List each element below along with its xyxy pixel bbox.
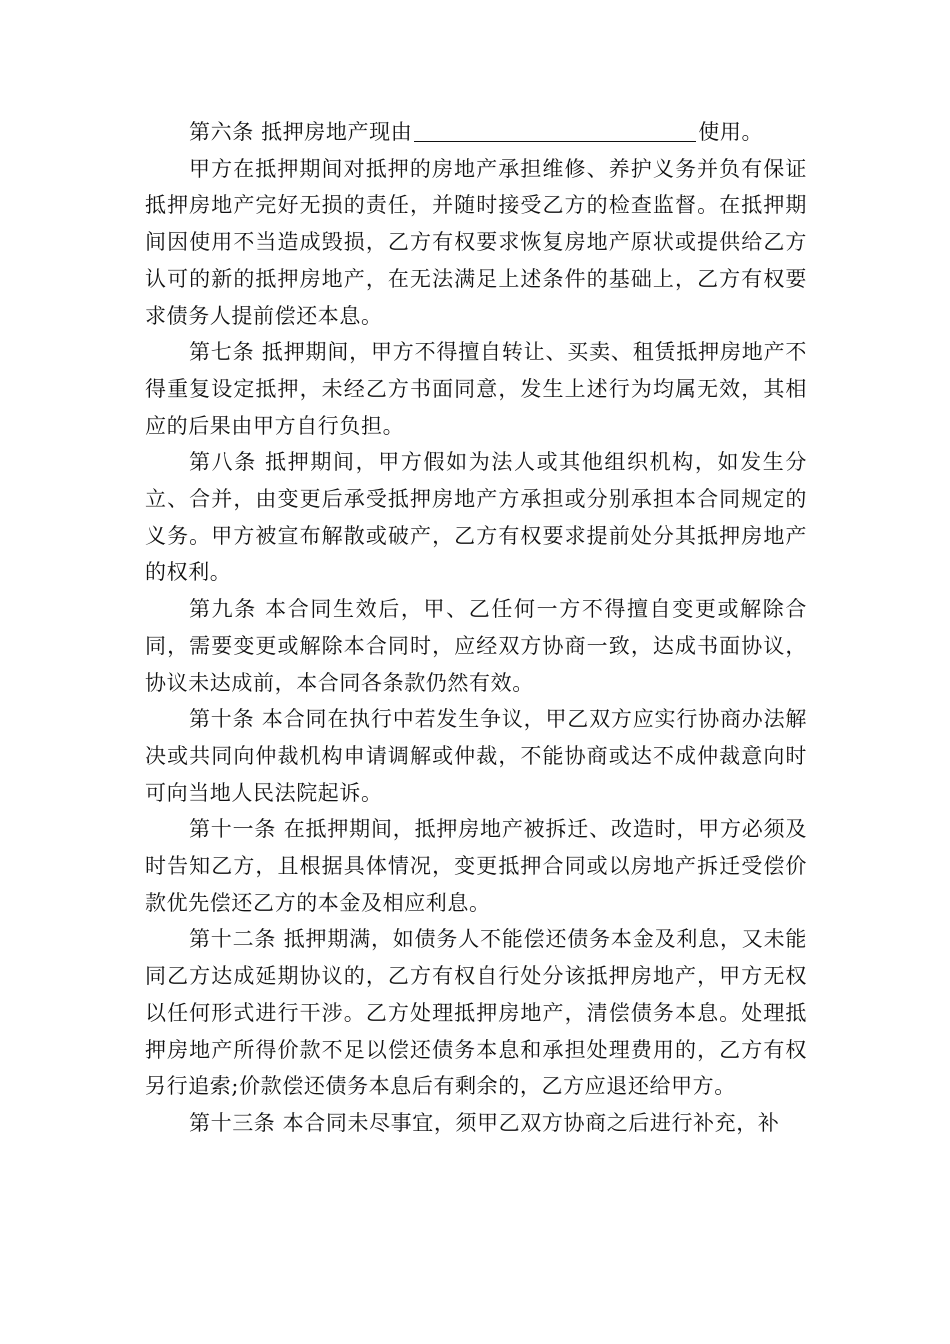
fill-in-blank-line — [414, 117, 696, 142]
article-13-paragraph: 第十三条 本合同未尽事宜，须甲乙双方协商之后进行补充，补 — [189, 1110, 780, 1135]
article-8-paragraph: 第八条 抵押期间，甲方假如为法人或其他组织机构，如发生分立、合并，由变更后承受抵押房地产方承担或分别承担本合同规定的义务。甲方被宣布解散或破产，乙方有权要求提前处分其抵押房地产的权利。 — [145, 450, 807, 585]
article-6-text-after-blank: 使用。 — [698, 120, 764, 144]
article-11-paragraph: 第十一条 在抵押期间，抵押房地产被拆迁、改造时，甲方必须及时告知乙方，且根据具体情况，变更抵押合同或以房地产拆迁受偿价款优先偿还乙方的本金及相应利息。 — [145, 817, 807, 915]
article-7-paragraph: 第七条 抵押期间，甲方不得擅自转让、买卖、租赁抵押房地产不得重复设定抵押，未经乙方书面同意，发生上述行为均属无效，其相应的后果由甲方自行负担。 — [145, 340, 807, 438]
document-body — [145, 114, 807, 1142]
article-10-paragraph: 第十条 本合同在执行中若发生争议，甲乙双方应实行协商办法解决或共同向仲裁机构申请调解或仲裁，不能协商或达不成仲裁意向时可向当地人民法院起诉。 — [145, 707, 807, 805]
article-6-label: 第六条 — [189, 120, 254, 144]
article-9-paragraph: 第九条 本合同生效后，甲、乙任何一方不得擅自变更或解除合同，需要变更或解除本合同时，应经双方协商一致，达成书面协议，协议未达成前，本合同各条款仍然有效。 — [145, 597, 807, 695]
article-12-paragraph: 第十二条 抵押期满，如债务人不能偿还债务本金及利息，又未能同乙方达成延期协议的，乙方有权自行处分该抵押房地产，甲方无权以任何形式进行干涉。乙方处理抵押房地产，清偿债务本息。处理抵押房地产所得价款不足以偿还债务本息和承担处理费用的，乙方有权另行追索;价款偿还债务本息后有剩余的，乙方应退还给甲方。 — [145, 927, 807, 1099]
article-6-text-before-blank: 抵押房地产现由 — [261, 120, 413, 144]
article-6-body-paragraph: 甲方在抵押期间对抵押的房地产承担维修、养护义务并负有保证抵押房地产完好无损的责任，并随时接受乙方的检查监督。在抵押期间因使用不当造成毁损，乙方有权要求恢复房地产原状或提供给乙方认可的新的抵押房地产，在无法满足上述条件的基础上，乙方有权要求债务人提前偿还本息。 — [145, 156, 807, 328]
article-6-paragraph — [145, 114, 807, 151]
